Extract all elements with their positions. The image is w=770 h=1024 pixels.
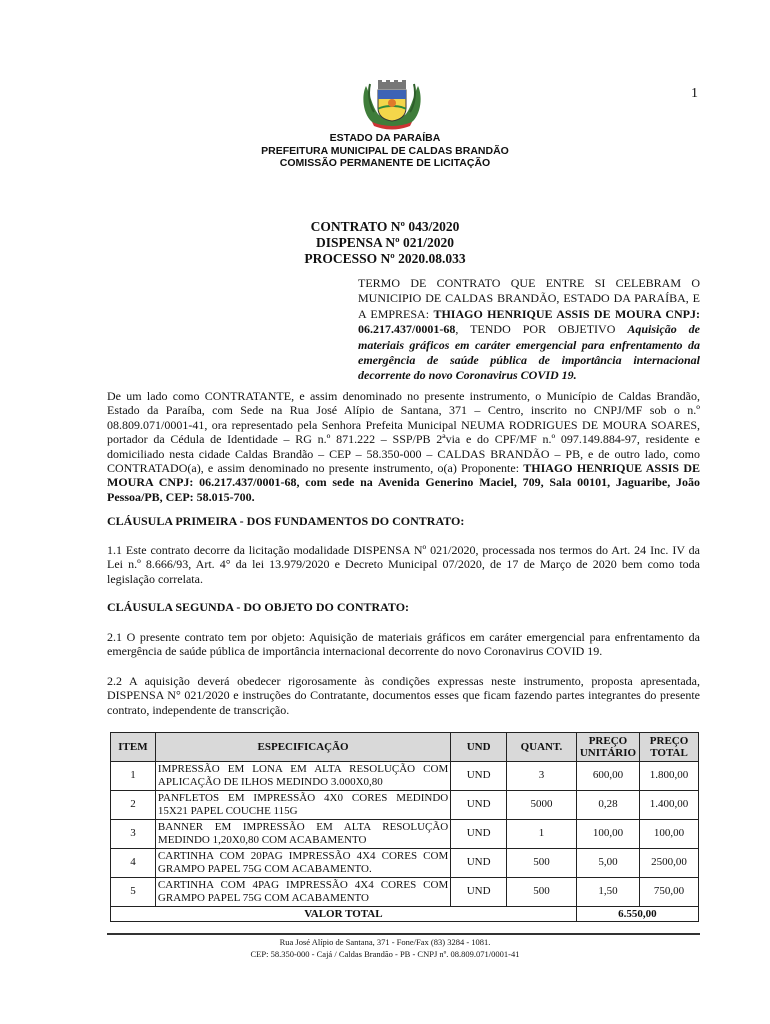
row-und: UND [451, 762, 507, 791]
row-und: UND [451, 791, 507, 820]
letterhead [0, 132, 770, 170]
header-spec: ESPECIFICAÇÃO [155, 733, 450, 762]
row-item: 1 [111, 762, 156, 791]
row-quant: 500 [507, 849, 577, 878]
row-spec-line2: GRAMPO PAPEL 75G COM ACABAMENTO. [157, 863, 372, 875]
table-row [111, 820, 699, 849]
items-table [110, 732, 699, 922]
table-row [111, 878, 699, 907]
row-total: 1.800,00 [640, 762, 699, 791]
preamble-text: TERMO DE CONTRATO QUE ENTRE SI CELEBRAM O MUNICIPIO DE CALDAS BRANDÃO, ESTADO DA PARAÍBA, E A EMPRESA: [358, 276, 700, 321]
row-unit-price: 0,28 [576, 791, 639, 820]
row-spec [155, 762, 450, 791]
row-quant: 1 [507, 820, 577, 849]
row-item: 2 [111, 791, 156, 820]
row-total: 1.400,00 [640, 791, 699, 820]
row-spec [155, 820, 450, 849]
header-unit-price-l1: PREÇO [588, 735, 628, 747]
row-spec-line1: PANFLETOS EM IMPRESSÃO 4X0 CORES MEDINDO [157, 791, 449, 804]
table-row [111, 791, 699, 820]
row-total: 100,00 [640, 820, 699, 849]
row-spec-line1: CARTINHA COM 4PAG IMPRESSÃO 4X4 CORES COM [157, 878, 449, 891]
total-label: VALOR TOTAL [111, 907, 577, 922]
header-comissao: COMISSÃO PERMANENTE DE LICITAÇÃO [279, 157, 491, 169]
row-item: 4 [111, 849, 156, 878]
row-und: UND [451, 878, 507, 907]
header-total-price-l2: TOTAL [650, 747, 688, 759]
row-quant: 3 [507, 762, 577, 791]
page-footer [0, 937, 770, 960]
row-spec-line2: 15X21 PAPEL COUCHE 115G [157, 805, 298, 817]
page-number: 1 [691, 86, 698, 101]
row-spec-line2: APLICAÇÃO DE ILHOS MEDINDO 3.000X0,80 [157, 776, 383, 788]
row-und: UND [451, 849, 507, 878]
header-unit-price [576, 733, 639, 762]
row-unit-price: 5,00 [576, 849, 639, 878]
dispensa-number: DISPENSA Nº 021/2020 [316, 235, 454, 250]
header-und: UND [451, 733, 507, 762]
header-prefeitura: PREFEITURA MUNICIPAL DE CALDAS BRANDÃO [261, 144, 509, 157]
table-row [111, 762, 699, 791]
header-unit-price-l2: UNITÁRIO [579, 747, 637, 759]
clause-1-heading: CLÁUSULA PRIMEIRA - DOS FUNDAMENTOS DO CONTRATO: [107, 514, 465, 528]
table-total-row [111, 907, 699, 922]
row-item: 5 [111, 878, 156, 907]
table-header-row [111, 733, 699, 762]
row-item: 3 [111, 820, 156, 849]
header-state: ESTADO DA PARAÍBA [329, 132, 441, 144]
header-total-price-l1: PREÇO [649, 735, 689, 747]
row-spec-line2: MEDINDO 1,20X0,80 COM ACABAMENTO [157, 834, 367, 846]
contract-number: CONTRATO Nº 043/2020 [310, 219, 460, 234]
row-spec-line1: CARTINHA COM 20PAG IMPRESSÃO 4X4 CORES COM [157, 849, 449, 862]
contract-titles [0, 219, 770, 267]
header-quant: QUANT. [507, 733, 577, 762]
total-value: 6.550,00 [576, 907, 698, 922]
coat-of-arms-icon [360, 76, 424, 130]
footer-divider [107, 933, 700, 935]
process-number: PROCESSO Nº 2020.08.033 [304, 251, 466, 266]
intro-contractor: THIAGO HENRIQUE ASSIS DE MOURA CNPJ: 06.217.437/0001-68, com sede na Avenida Generino Maciel, 709, Sala 00101, Jaguaribe, João Pessoa/PB, CEP: 58.015-700. [107, 461, 700, 504]
row-quant: 5000 [507, 791, 577, 820]
row-und: UND [451, 820, 507, 849]
row-spec-line1: IMPRESSÃO EM LONA EM ALTA RESOLUÇÃO COM [157, 762, 449, 775]
row-spec [155, 878, 450, 907]
preamble-objective: Aquisição de materiais gráficos em caráter emergencial para enfrentamento da emergência de saúde pública de importância internacional decorrente do novo Coronavirus COVID 19. [358, 322, 700, 383]
clause-2-heading: CLÁUSULA SEGUNDA - DO OBJETO DO CONTRATO: [107, 600, 410, 614]
header-item: ITEM [111, 733, 156, 762]
row-spec [155, 791, 450, 820]
row-unit-price: 100,00 [576, 820, 639, 849]
intro-text: De um lado como CONTRATANTE, e assim denominado no presente instrumento, o Município de Caldas Brandão, Estado da Paraíba, com Sede na Rua José Alípio de Santana, 371 – Centro, inscrito no CNPJ/MF sob o n.º 08.809.071/0001-41, ora representado pela Senhora Prefeita Municipal NEUMA RODRIGUES DE MOURA SOARES, portador da Cédula de Identidade – RG n.º 871.222 – SSP/PB 2ªvia e do CPF/MF n.º 097.149.884-97, residente e domiciliado nesta cidade Caldas Brandão – CEP – 58.350-000 – CALDAS BRANDÃO – PB, e de outro lado, como CONTRATADO(a), e assim denominado no presente instrumento, o(a) Proponente: [107, 389, 700, 476]
table-row [111, 849, 699, 878]
preamble-company: THIAGO HENRIQUE ASSIS DE MOURA CNPJ: 06.217.437/0001-68 [358, 306, 700, 337]
clause-2-paragraph-1: 2.1 O presente contrato tem por objeto: Aquisição de materiais gráficos em caráter emergencial para enfrentamento da emergência de saúde pública de importância internacional decorrente do novo Coronavirus COVID 19. [107, 630, 700, 659]
footer-address: Rua José Alípio de Santana, 371 - Fone/Fax (83) 3284 - 1081. [279, 937, 491, 947]
clause-1-paragraph: 1.1 Este contrato decorre da licitação modalidade DISPENSA Nº 021/2020, processada nos termos do Art. 24 Inc. IV da Lei n.º 8.666/93, Art. 4° da lei 13.979/2020 e Decreto Municipal 07/2020, de 17 de Março de 2020 bem como toda legislação correlata. [107, 543, 700, 586]
preamble-text-2: , TENDO POR OBJETIVO [455, 322, 628, 337]
intro-paragraph [107, 389, 700, 504]
row-quant: 500 [507, 878, 577, 907]
row-total: 750,00 [640, 878, 699, 907]
contract-preamble [358, 276, 700, 384]
row-spec [155, 849, 450, 878]
row-unit-price: 1,50 [576, 878, 639, 907]
header-total-price [640, 733, 699, 762]
row-spec-line2: GRAMPO PAPEL 75G COM ACABAMENTO [157, 892, 370, 904]
row-total: 2500,00 [640, 849, 699, 878]
row-spec-line1: BANNER EM IMPRESSÃO EM ALTA RESOLUÇÃO [157, 820, 449, 833]
clause-2-paragraph-2: 2.2 A aquisição deverá obedecer rigorosamente às condições expressas neste instrumento, proposta apresentada, DISPENSA N° 021/2020 e instruções do Contratante, documentos esses que ficam fazendo partes integrantes do presente contrato, independente de transcrição. [107, 674, 700, 717]
row-unit-price: 600,00 [576, 762, 639, 791]
footer-cep: CEP: 58.350-000 - Cajá / Caldas Brandão - PB - CNPJ nº. 08.809.071/0001-41 [250, 948, 520, 959]
